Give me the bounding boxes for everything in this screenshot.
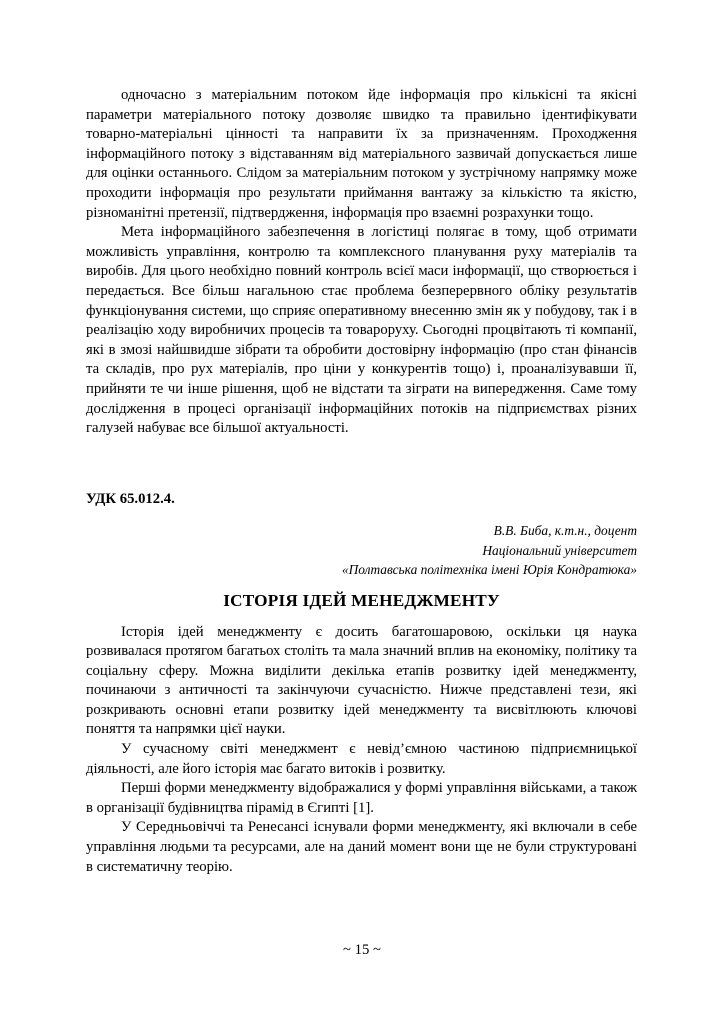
paragraph-article-4: У Середньовіччі та Ренесансі існували форми менеджменту, які включали в себе управління людьми та ресурсами, але на даний момент вони ще не були структуровані в систематичну теорію. [86,819,637,875]
paragraph-continued-2: Мета інформаційного забезпечення в логістиці полягає в тому, щоб отримати можливість управління, контролю та комплексного планування руху матеріалів та виробів. Для цього необхідно повний контроль всієї маси інформації, що створюється і передається. Все більш нагальною стає проблема безперервного обліку результатів функціонування системи, що сприяє оперативному внесенню змін як у побудову, так і в реалізацію ходу виробничих процесів та товароруху. Сьогодні процвітають ті компанії, які в змозі найшвидше зібрати та обробити достовірну інформацію (про стан фінансів та складів, про рух матеріалів, про ціни у конкурентів тощо) і, проаналізувавши її, прийняти те чи інше рішення, щоб не відстати та зіграти на випередження. Саме тому дослідження в процесі організації інформаційних потоків на підприємствах різних галузей набуває все більшої актуальності. [86,224,637,437]
paragraph-article-3: Перші форми менеджменту відображалися у формі управління військами, а також в організації будівництва пірамід в Єгипті [1]. [86,780,637,816]
page-content [86,86,637,877]
article-header [86,490,637,612]
page-number-footer: ~ 15 ~ [343,942,381,958]
article-title: ІСТОРІЯ ІДЕЙ МЕНЕДЖМЕНТУ [223,590,500,610]
paragraph-continued-1: одночасно з матеріальним потоком йде інформація про кількісні та якісні параметри матеріального потоку дозволяє швидко та правильно ідентифікувати товарно-матеріальні цінності та направити їх за призначенням. Проходження інформаційного потоку з відставанням від матеріального зазвичай допускається лише для оцінки останнього. Слідом за матеріальним потоком у зустрічному напрямку може проходити інформація про результати приймання вантажу за кількістю та якістю, різноманітні претензії, підтвердження, інформація про взаємні розрахунки тощо. [86,87,637,221]
paragraph-article-2: У сучасному світі менеджмент є невід’ємною частиною підприємницької діяльності, але його історія має багато витоків і розвитку. [86,741,637,777]
paragraph-article-1: Історія ідей менеджменту є досить багатошаровою, оскільки ця наука розвивалася протягом багатьох століть та мала значний вплив на економіку, політику та соціальну сферу. Можна виділити декілька етапів розвитку ідей менеджменту, починаючи з античності та закінчуючи сучасністю. Нижче представлені тези, які розкривають основні етапи розвитку ідей менеджменту та висвітлюють ключові поняття та напрямки цієї науки. [86,623,637,738]
affiliation-line-2: «Полтавська політехніка імені Юрія Кондратюка» [341,562,637,578]
article-body [86,623,637,878]
author-name: В.В. Биба, к.т.н., доцент [493,523,637,539]
author-affiliation-block [86,521,637,579]
affiliation-line-1: Національний університет [482,542,637,558]
continued-section [86,86,637,439]
udk-code: УДК 65.012.4. [86,490,175,507]
